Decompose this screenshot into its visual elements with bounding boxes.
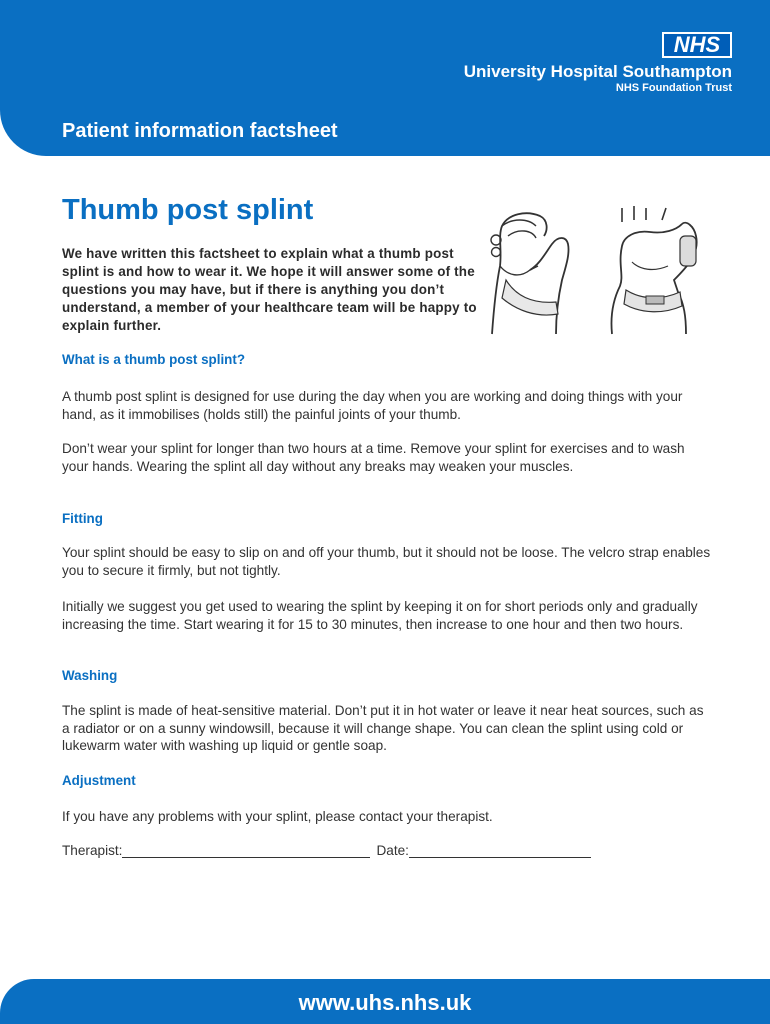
section-heading-adjustment: Adjustment — [62, 773, 136, 788]
hand-with-thumb-splint-icon — [486, 206, 702, 336]
nhs-logo: NHS — [662, 32, 732, 58]
therapist-date-row — [62, 842, 591, 858]
paragraph-what-is-1: A thumb post splint is designed for use during the day when you are working and doing things with your hand, as it immobilises (holds still) the painful joints of your thumb. — [62, 389, 683, 422]
intro-paragraph: We have written this factsheet to explain what a thumb post splint is and how to wear it. We hope it will answer some of the questions you may have, but if there is anything you don’t understand, a member of your healthcare team will be happy to explain further. — [62, 246, 477, 333]
paragraph-adjustment-1: If you have any problems with your splint, please contact your therapist. — [62, 809, 493, 824]
paragraph-washing-1: The splint is made of heat-sensitive material. Don’t put it in hot water or leave it near heat sources, such as a radiator or on a sunny windowsill, because it will change shape. You can clean the splint using cold or lukewarm water with washing up liquid or gentle soap. — [62, 703, 704, 754]
therapist-field[interactable] — [122, 842, 370, 858]
paragraph-fitting-2: Initially we suggest you get used to wearing the splint by keeping it on for short periods only and gradually increasing the time. Start wearing it for 15 to 30 minutes, then increase to one hour and then two hours. — [62, 599, 698, 632]
footer-url[interactable]: www.uhs.nhs.uk — [298, 990, 472, 1015]
section-heading-fitting: Fitting — [62, 511, 103, 526]
paragraph-fitting-1: Your splint should be easy to slip on and off your thumb, but it should not be loose. The velcro strap enables you to secure it firmly, but not tightly. — [62, 545, 711, 578]
paragraph-what-is-2: Don’t wear your splint for longer than two hours at a time. Remove your splint for exercises and to wash your hands. Wearing the splint all day without any breaks may weaken your muscles. — [62, 441, 685, 474]
date-label: Date: — [376, 843, 409, 858]
sheet-label: Patient information factsheet — [62, 120, 338, 142]
date-field[interactable] — [409, 842, 591, 858]
trust-subtitle: NHS Foundation Trust — [615, 82, 732, 94]
trust-name: University Hospital Southampton — [463, 62, 732, 81]
page-title: Thumb post splint — [62, 194, 314, 226]
section-heading-washing: Washing — [62, 668, 118, 683]
therapist-label: Therapist: — [62, 843, 123, 858]
section-heading-what-is: What is a thumb post splint? — [62, 352, 245, 367]
